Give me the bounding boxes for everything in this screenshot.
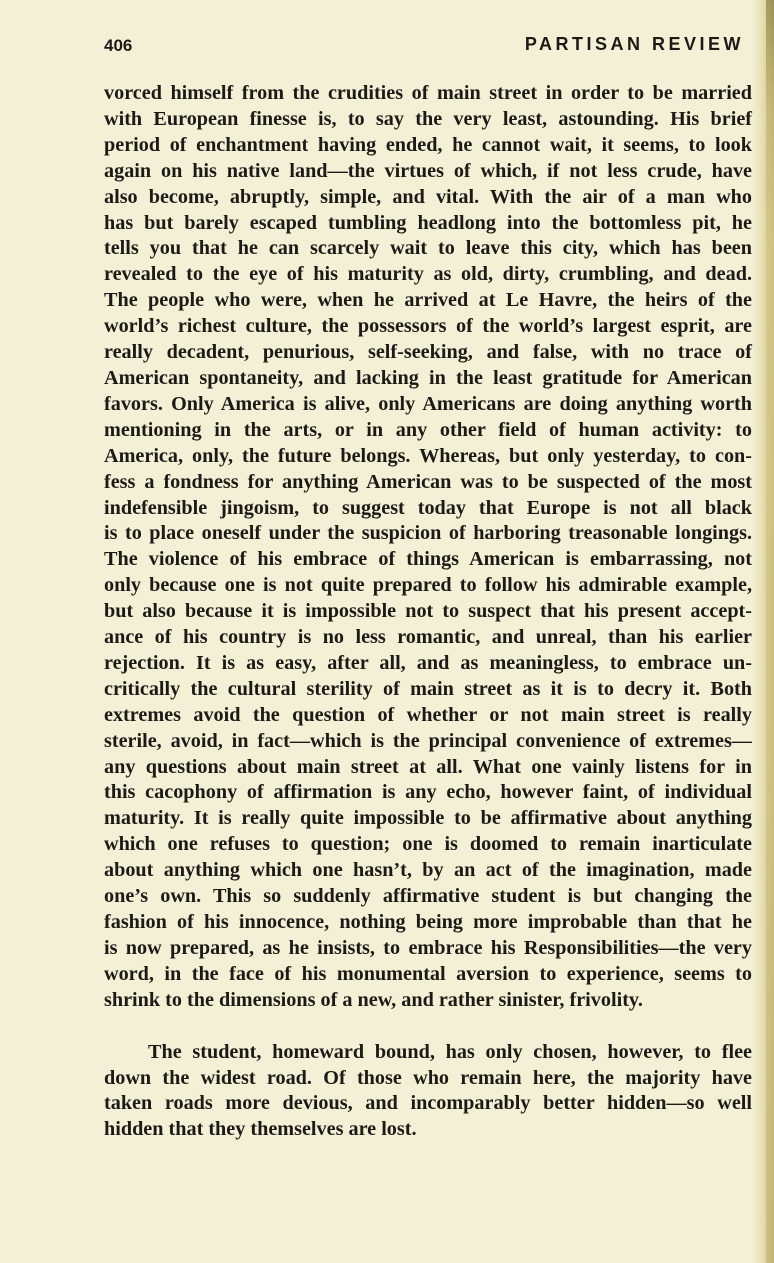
text-line: taken roads more devious, and incomparably better hidden—so well — [104, 1092, 752, 1115]
text-line: The people who were, when he arrived at Le Havre, the heirs of the — [104, 289, 752, 312]
body-text — [104, 81, 752, 1143]
text-line: down the widest road. Of those who remain here, the majority have — [104, 1066, 752, 1089]
text-line: The student, homeward bound, has only chosen, however, to flee — [148, 1040, 752, 1063]
text-line: favors. Only America is alive, only Americans are doing anything worth — [104, 392, 752, 415]
text-line: about anything which one hasn’t, by an act of the imagination, made — [104, 859, 752, 882]
text-line: with European finesse is, to say the very least, astounding. His brief — [104, 107, 752, 130]
page-number: 406 — [104, 36, 133, 55]
text-line: has but barely escaped tumbling headlong into the bottomless pit, he — [104, 211, 752, 234]
text-line: The violence of his embrace of things American is embarrassing, not — [104, 548, 752, 571]
text-line: mentioning in the arts, or in any other field of human activity: to — [104, 418, 752, 441]
text-line: but also because it is impossible not to suspect that his present accept- — [104, 600, 752, 623]
text-line: American spontaneity, and lacking in the least gratitude for American — [104, 366, 752, 389]
text-line: maturity. It is really quite impossible to be affirmative about anything — [104, 807, 752, 830]
page-header — [104, 34, 744, 60]
text-line: only because one is not quite prepared to follow his admirable example, — [104, 574, 752, 597]
text-line: hidden that they themselves are lost. — [104, 1118, 417, 1141]
text-line: which one refuses to question; one is doomed to remain inarticulate — [104, 833, 752, 856]
text-line: America, only, the future belongs. Whereas, but only yesterday, to con- — [104, 444, 752, 467]
text-line: revealed to the eye of his maturity as old, dirty, crumbling, and dead. — [104, 263, 752, 286]
text-line: tells you that he can scarcely wait to leave this city, which has been — [104, 237, 752, 260]
text-line: fashion of his innocence, nothing being more improbable than that he — [104, 911, 752, 933]
text-line: any questions about main street at all. What one vainly listens for in — [104, 755, 752, 778]
text-line: really decadent, penurious, self-seeking, and false, with no trace of — [104, 341, 752, 364]
paragraph-gap — [104, 1014, 752, 1040]
text-line: is now prepared, as he insists, to embrace his Responsibilities—the very — [104, 936, 752, 959]
text-line: fess a fondness for anything American was to be suspected of the most — [104, 470, 752, 493]
text-line: this cacophony of affirmation is any echo, however faint, of individual — [104, 781, 752, 804]
text-line: ance of his country is no less romantic, and unreal, than his earlier — [104, 626, 752, 649]
text-line: vorced himself from the crudities of main street in order to be married — [104, 82, 752, 104]
paragraph-2 — [104, 1040, 752, 1144]
paragraph-1 — [104, 81, 752, 1014]
text-line: sterile, avoid, in fact—which is the principal convenience of extremes— — [104, 729, 752, 752]
text-line: period of enchantment having ended, he cannot wait, it seems, to look — [104, 133, 752, 156]
text-line: world’s richest culture, the possessors of the world’s largest esprit, are — [104, 315, 752, 338]
text-line: indefensible jingoism, to suggest today that Europe is not all black — [104, 496, 752, 519]
text-line: shrink to the dimensions of a new, and rather sinister, frivolity. — [104, 988, 643, 1011]
page-edge-binding — [766, 0, 774, 1263]
text-line: again on his native land—the virtues of which, if not less crude, have — [104, 159, 752, 182]
text-line: extremes avoid the question of whether or not main street is really — [104, 703, 752, 726]
running-head: PARTISAN REVIEW — [524, 34, 744, 54]
text-line: one’s own. This so suddenly affirmative student is but changing the — [104, 885, 752, 908]
text-line: is to place oneself under the suspicion of harboring treasonable longings. — [104, 522, 752, 545]
text-line: also become, abruptly, simple, and vital. With the air of a man who — [104, 185, 752, 208]
text-line: word, in the face of his monumental aversion to experience, seems to — [104, 962, 752, 985]
text-line: critically the cultural sterility of main street as it is to decry it. Both — [104, 677, 752, 700]
text-line: rejection. It is as easy, after all, and as meaningless, to embrace un- — [104, 651, 752, 674]
